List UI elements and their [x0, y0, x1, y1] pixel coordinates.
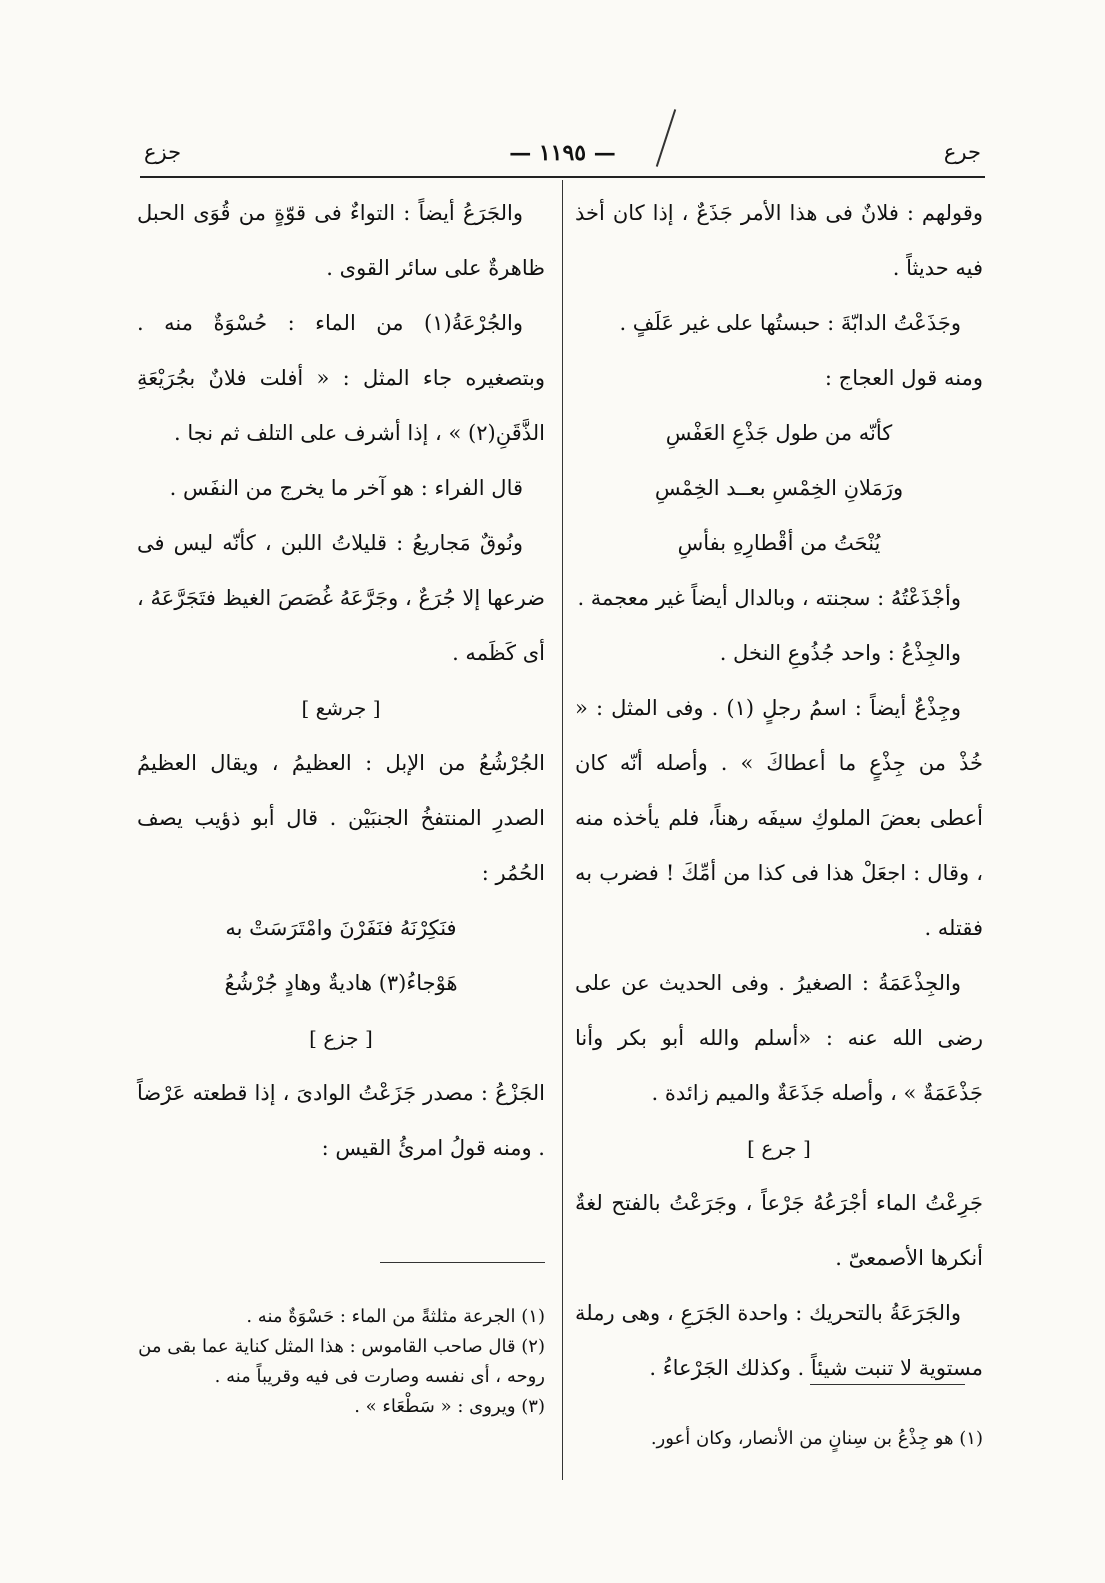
entry-heading: [ جرع ] — [747, 1136, 811, 1160]
running-headword-left: جزع — [144, 140, 182, 164]
page-number: — ١١٩٥ — — [509, 140, 616, 166]
entry-heading: [ جرشع ] — [301, 696, 381, 720]
column-divider — [562, 180, 563, 1480]
footnote: (١) الجرعة مثلثةً من الماء : حَسْوَةٌ منه . — [246, 1306, 545, 1327]
right-column — [575, 186, 983, 1396]
paragraph: ونُوقٌ مَجاريعُ : قليلاتُ اللبن ، كأنّه ليس فى ضرعها إلا جُرَعٌ ، وجَرَّعَهُ غُصَصَ الغيظ فتَجَرَّعَهُ ، أى كَظَمه . — [137, 531, 545, 665]
entry-heading: [ جزع ] — [309, 1026, 373, 1050]
paragraph: الجَزْعُ : مصدر جَزَعْتُ الوادىَ ، إذا قطعته عَرْضاً . ومنه قولُ امرئُ القيس : — [137, 1081, 545, 1160]
paragraph: والجَرَعَةُ بالتحريك : واحدة الجَرَعِ ، وهى رملة مستوية لا تنبت شيئاً . وكذلك الجَرْعاءُ . — [575, 1301, 983, 1380]
paragraph: وجَذَعْتُ الدابّةَ : حبستُها على غير عَلَفٍ . — [619, 311, 961, 335]
paragraph: ومنه قول العجاج : — [824, 366, 983, 390]
left-column — [137, 186, 545, 1176]
footnote: (٢) قال صاحب القاموس : هذا المثل كناية عما بقى من روحه ، أى نفسه وصارت فى فيه وقريباً منه . — [138, 1336, 545, 1387]
paragraph: وجِذْعٌ أيضاً : اسمُ رجلٍ (١) . وفى المثل : « خُذْ من جِذْعٍ ما أعطاكَ » . وأصله أنّه كان أعطى بعضَ الملوكِ سيفَه رهناً، فلم يأخذه منه ، وقال : اجعَلْ هذا فى كذا من أمِّكَ ! فضرب به فقتله . — [575, 696, 983, 940]
verse-line: يُنْحَتُ من أقْطارِهِ بفأسِ — [677, 531, 881, 555]
paragraph: الجُرْشُعُ من الإبل : العظيمُ ، ويقال العظيمُ الصدرِ المنتفخُ الجنبَيْن . قال أبو ذؤيب يصف الحُمُر : — [137, 751, 545, 885]
right-footnotes — [575, 1424, 983, 1454]
paragraph: والجَرَعُ أيضاً : التواءٌ فى قوّةٍ من قُوَى الحبل ظاهرةٌ على سائر القوى . — [137, 201, 545, 280]
paragraph: وقولهم : فلانٌ فى هذا الأمر جَذَعٌ ، إذا كان أخذ فيه حديثاً . — [575, 201, 983, 280]
paragraph: وأجْذَعْتُهُ : سجنته ، وبالدال أيضاً غير معجمة . — [577, 586, 961, 610]
footnote: (٣) ويروى : « سَطْعَاء » . — [354, 1396, 545, 1417]
page-header — [140, 140, 985, 178]
verse-line: فنَكِرْنَهُ فنَفَرْنَ وامْتَرَسَتْ به — [225, 916, 457, 940]
left-footnotes — [137, 1302, 545, 1422]
verse-line: هَوْجاءُ(٣) هاديةٌ وهادٍ جُرْشُعُ — [224, 971, 458, 995]
paragraph: جَرِعْتُ الماء أجْرَعُهُ جَرْعاً ، وجَرَعْتُ بالفتح لغةٌ أنكرها الأصمعىّ . — [575, 1191, 983, 1270]
paragraph: والجِذْعَمَةُ : الصغيرُ . وفى الحديث عن على رضى الله عنه : «أسلم والله أبو بكر وأنا جَذْعَمَةٌ » ، وأصله جَذَعَةٌ والميم زائدة . — [575, 971, 983, 1105]
paragraph: والجُرْعَةُ(١) من الماء : حُسْوَةٌ منه . وبتصغيره جاء المثل : « أفلت فلانٌ بجُرَيْعَةِ الذَّقَنِ(٢) » ، إذا أشرف على التلف ثم نجا . — [137, 311, 545, 445]
paragraph: قال الفراء : هو آخر ما يخرج من النفَس . — [169, 476, 523, 500]
verse-line: كأنّه من طول جَذْعِ العَفْسِ — [665, 421, 893, 445]
running-headword-right: جرع — [943, 140, 981, 164]
verse-line: ورَمَلانِ الخِمْسِ بعــد الخِمْسِ — [654, 476, 904, 500]
footnote-rule-left — [380, 1262, 545, 1263]
paragraph: والجِذْعُ : واحد جُذُوعِ النخل . — [719, 641, 961, 665]
footnote-rule-right — [810, 1384, 965, 1385]
footnote: (١) هو جِذْعُ بن سِنانٍ من الأنصار، وكان أعور. — [650, 1428, 983, 1449]
